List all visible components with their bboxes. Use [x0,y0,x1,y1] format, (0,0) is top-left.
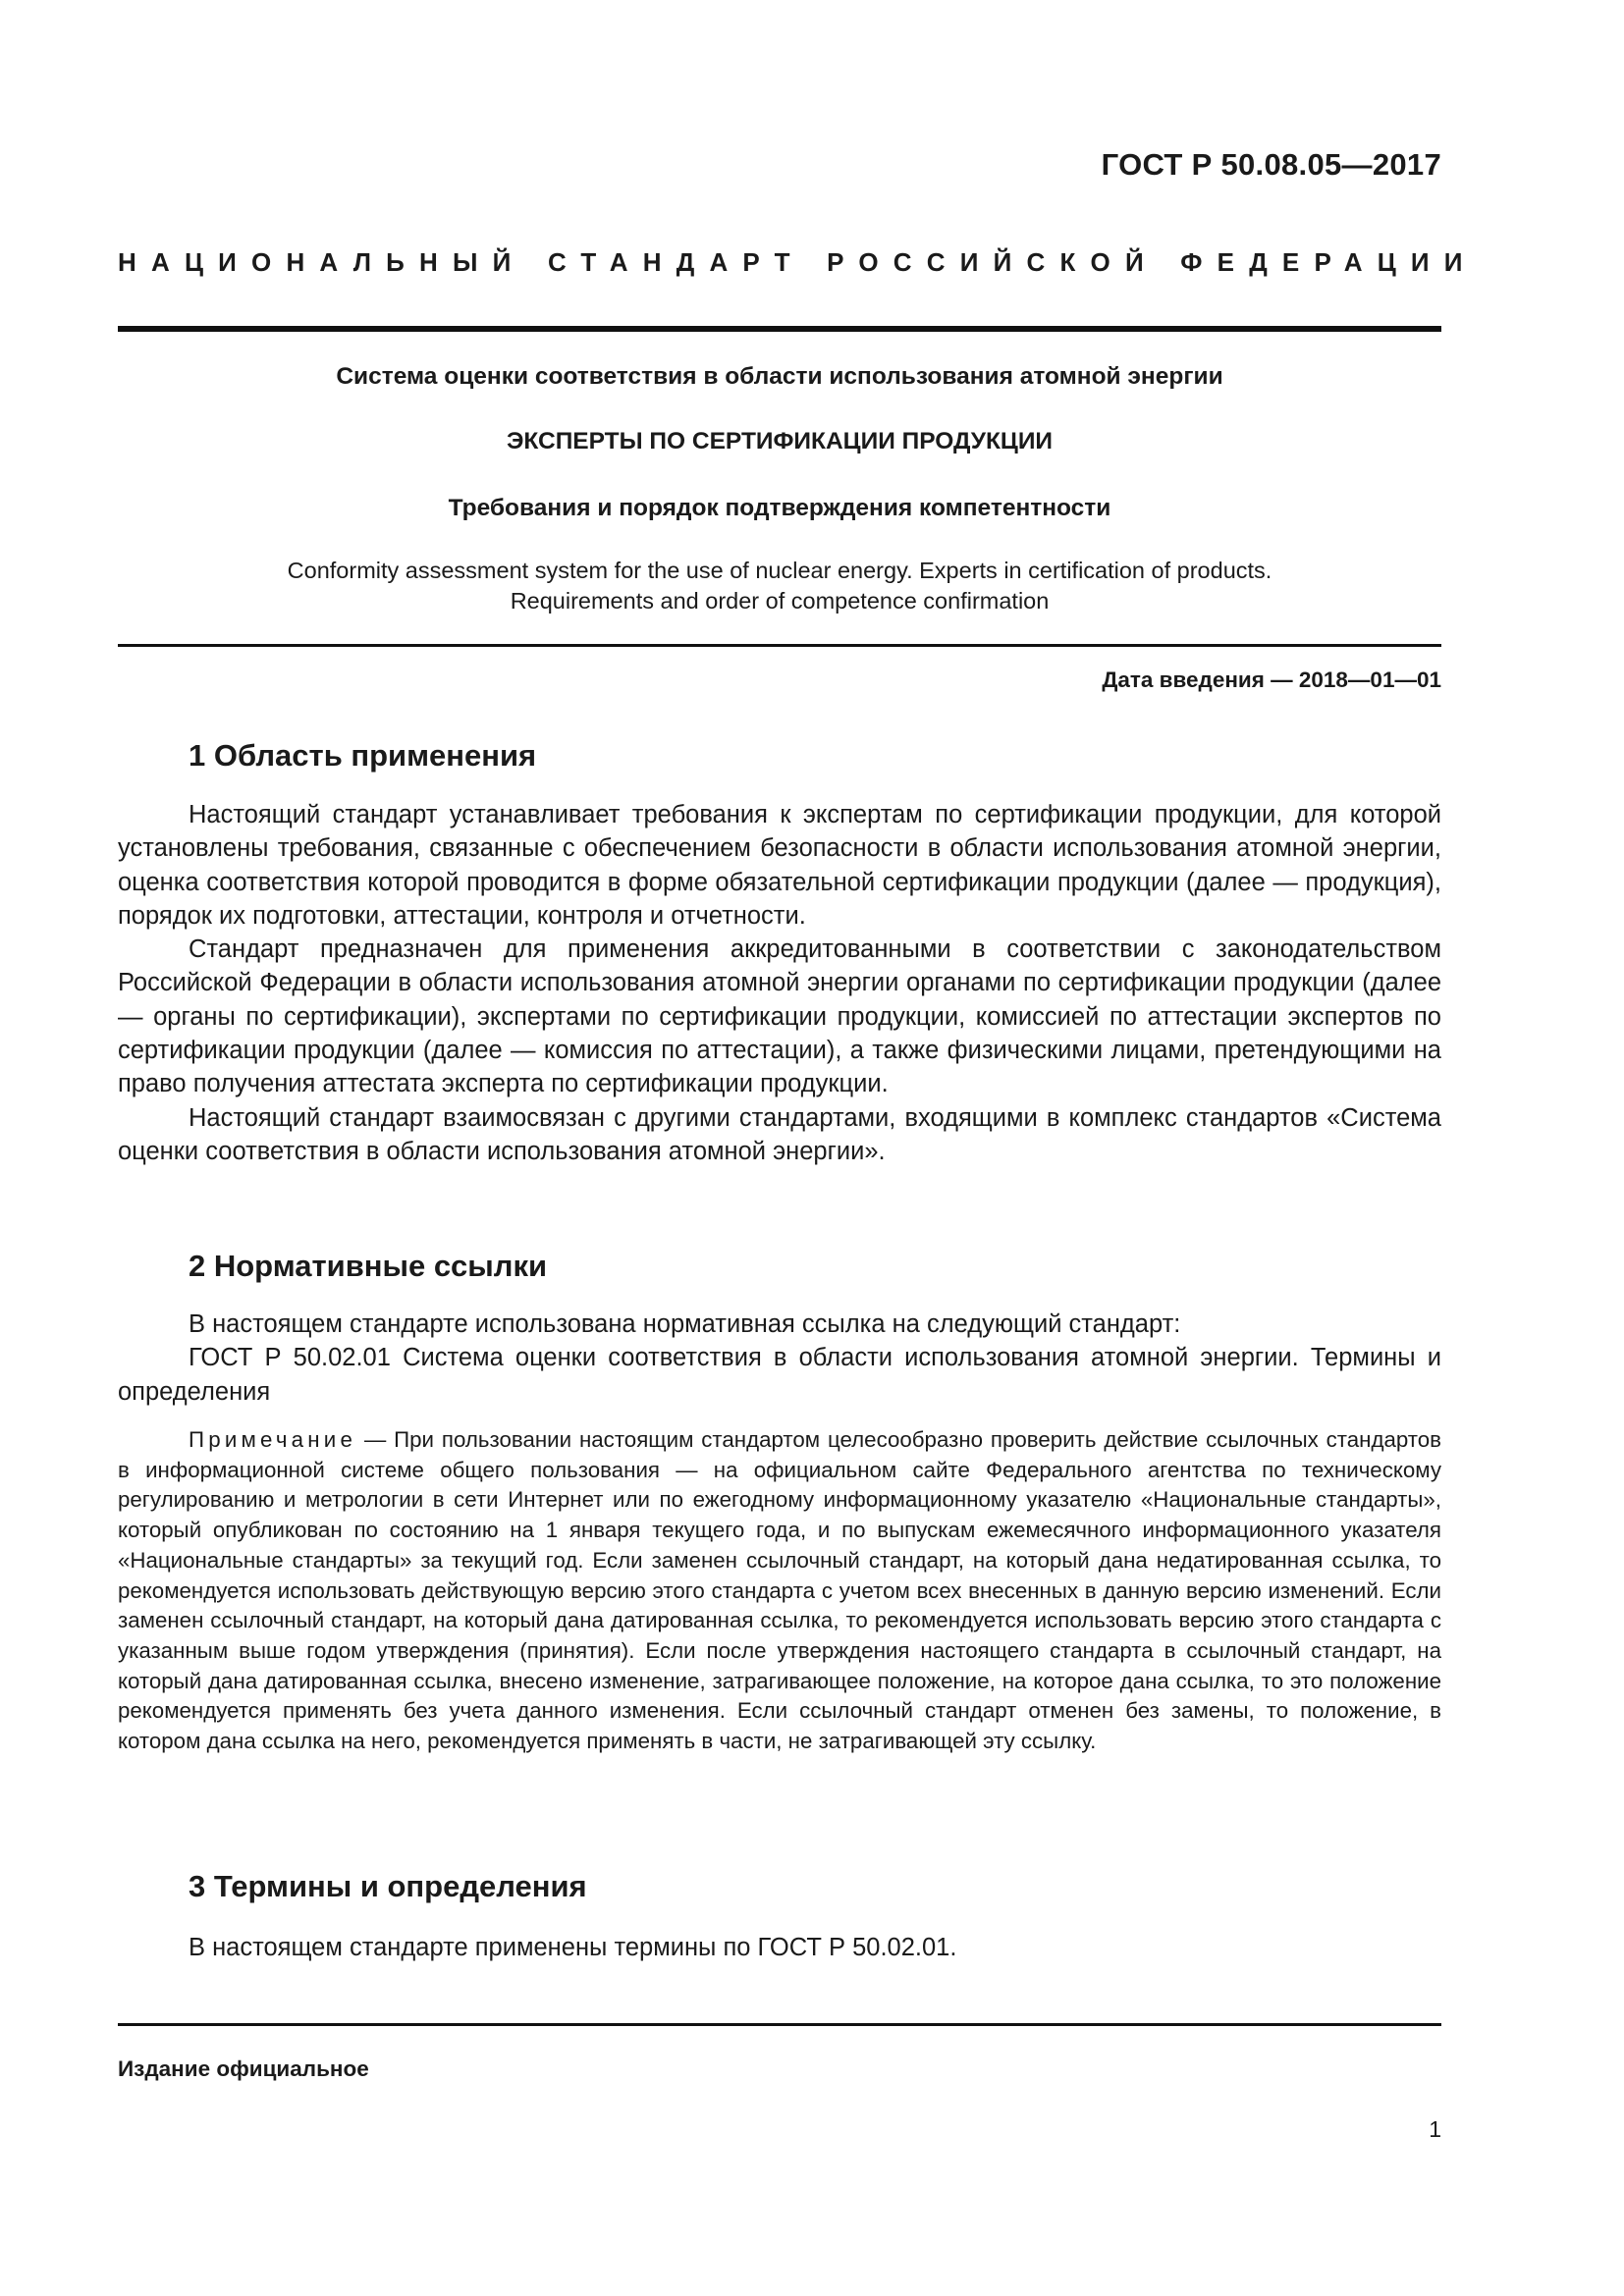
national-standard-title: НАЦИОНАЛЬНЫЙ СТАНДАРТ РОССИЙСКОЙ ФЕДЕРАЦИИ [118,247,1478,277]
section-3-heading: 3 Термины и определения [189,1869,587,1903]
section-3-body [118,1931,1441,1964]
note-text: — При пользовании настоящим стандартом целесообразно проверить действие ссылочных стандартов в информационной системе общего пользования — на официальном сайте Федерального агентства по техническому регулированию и метрологии в сети Интернет или по ежегодному информационному указателю «Национальные стандарты», который опубликован по состоянию на 1 января текущего года, и по выпускам ежемесячного информационного указателя «Национальные стандарты» за текущий год. Если заменен ссылочный стандарт, на который дана недатированная ссылка, то рекомендуется использовать действующую версию этого стандарта с учетом всех внесенных в данную версию изменений. Если заменен ссылочный стандарт, на который дана датированная ссылка, то рекомендуется использовать версию этого стандарта с указанным выше годом утверждения (принятия). Если после утверждения настоящего стандарта в ссылочный стандарт, на который дана датированная ссылка, внесено изменение, затрагивающее положение, на которое дана ссылка, то это положение рекомендуется применять без учета данного изменения. Если ссылочный стандарт отменен без замены, то положение, в котором дана ссылка на него, рекомендуется применять в части, не затрагивающей эту ссылку. [118,1427,1441,1754]
header-divider [118,326,1441,332]
normative-reference: ГОСТ Р 50.02.01 Система оценки соответствия в области использования атомной энергии. Термины и определения [118,1344,1441,1406]
subtitle: Требования и порядок подтверждения компетентности [448,495,1111,521]
document-number: ГОСТ Р 50.08.05—2017 [1101,147,1441,182]
section-2-paragraph: В настоящем стандарте использована нормативная ссылка на следующий стандарт: [189,1310,1181,1338]
edition-label: Издание официальное [118,2056,369,2081]
section-2-heading: 2 Нормативные ссылки [189,1249,548,1283]
note-label: Примечание [189,1427,357,1452]
section-3-paragraph: В настоящем стандарте применены термины по ГОСТ Р 50.02.01. [189,1934,957,1961]
page-number: 1 [1429,2116,1441,2142]
section-1-heading: 1 Область применения [189,738,537,773]
title-divider [118,644,1441,647]
footer-divider [118,2023,1441,2026]
section-2-note [118,1425,1441,1757]
section-1-paragraph: Настоящий стандарт взаимосвязан с другими стандартами, входящими в комплекс стандартов «Система оценки соответствия в области использования атомной энергии». [118,1103,1441,1165]
section-1-paragraph: Настоящий стандарт устанавливает требования к экспертам по сертификации продукции, для которой установлены требования, связанные с обеспечением безопасности в области использования атомной энергии, оценка соответствия которой проводится в форме обязательной сертификации продукции (далее — продукция), порядок их подготовки, аттестации, контроля и отчетности. [118,801,1441,930]
english-title-line-2: Requirements and order of competence confirmation [510,588,1050,614]
section-1-body [118,798,1441,1168]
section-2-body [118,1308,1441,1409]
note-paragraph [118,1425,1441,1757]
system-title: Система оценки соответствия в области использования атомной энергии [336,363,1223,390]
english-title-line-1: Conformity assessment system for the use of nuclear energy. Experts in certification of products. [287,558,1272,583]
main-title: ЭКСПЕРТЫ ПО СЕРТИФИКАЦИИ ПРОДУКЦИИ [506,428,1054,454]
section-1-paragraph: Стандарт предназначен для применения аккредитованными в соответствии с законодательством Российской Федерации в области использования атомной энергии органами по сертификации продукции (далее — органы по сертификации), экспертами по сертификации продукции, комиссией по аттестации экспертов по сертификации продукции (далее — комиссия по аттестации), а также физическими лицами, претендующими на право получения аттестата эксперта по сертификации продукции. [118,935,1441,1098]
introduction-date: Дата введения — 2018—01—01 [1102,667,1441,692]
